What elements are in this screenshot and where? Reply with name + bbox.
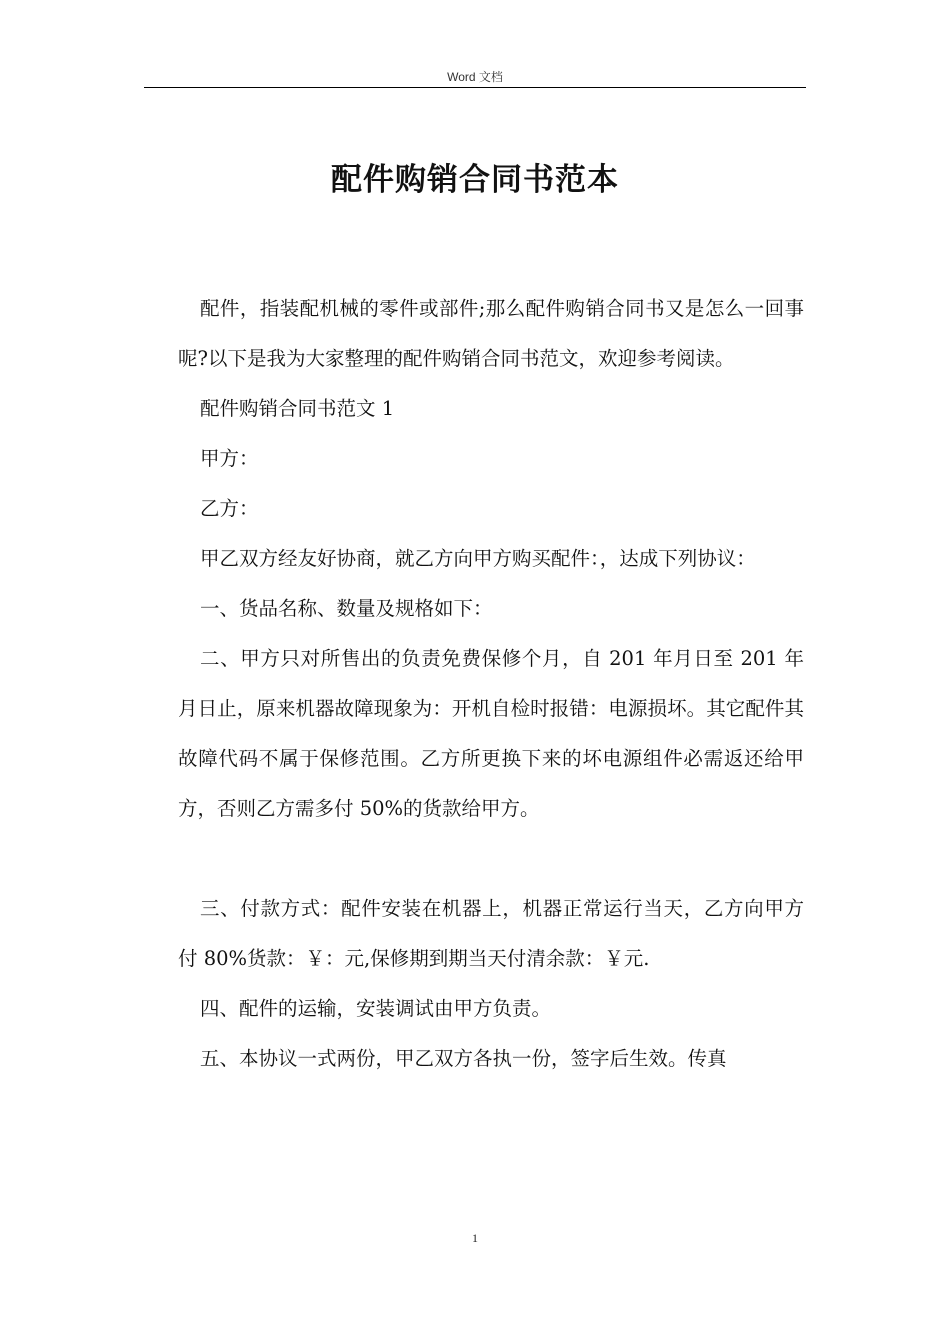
paragraph-clause-3: 三、付款方式：配件安装在机器上，机器正常运行当天，乙方向甲方付 80%货款：￥：元,保修期到期当天付清余款：￥元. <box>178 897 804 970</box>
paragraph-clause-4: 四、配件的运输，安装调试由甲方负责。 <box>200 997 552 1020</box>
paragraph-party-a: 甲方： <box>200 447 259 470</box>
header-divider <box>144 87 806 88</box>
paragraph-clause-5: 五、本协议一式两份，甲乙双方各执一份，签字后生效。传真 <box>200 1047 727 1070</box>
page-number: 1 <box>472 1231 478 1245</box>
document-title: 配件购销合同书范本 <box>331 162 619 198</box>
paragraph-clause-2: 二、甲方只对所售出的负责免费保修个月，自 201 年月日至 201 年月日止，原来机器故障现象为：开机自检时报错：电源损坏。其它配件其故障代码不属于保修范围。乙方所更换下来的坏电源组件必需返还给甲方，否则乙方需多付 50%的货款给甲方。 <box>178 647 804 820</box>
page-header-label: Word 文档 <box>447 70 503 84</box>
paragraph-section-heading: 配件购销合同书范文 1 <box>200 397 395 420</box>
paragraph-clause-1: 一、货品名称、数量及规格如下： <box>200 597 493 620</box>
blank-line <box>178 834 804 884</box>
paragraph-intro: 配件，指装配机械的零件或部件;那么配件购销合同书又是怎么一回事呢?以下是我为大家整理的配件购销合同书范文，欢迎参考阅读。 <box>178 297 804 370</box>
document-body <box>178 284 804 1084</box>
paragraph-agreement-preamble: 甲乙双方经友好协商，就乙方向甲方购买配件：，达成下列协议： <box>200 547 756 570</box>
paragraph-party-b: 乙方： <box>200 497 259 520</box>
